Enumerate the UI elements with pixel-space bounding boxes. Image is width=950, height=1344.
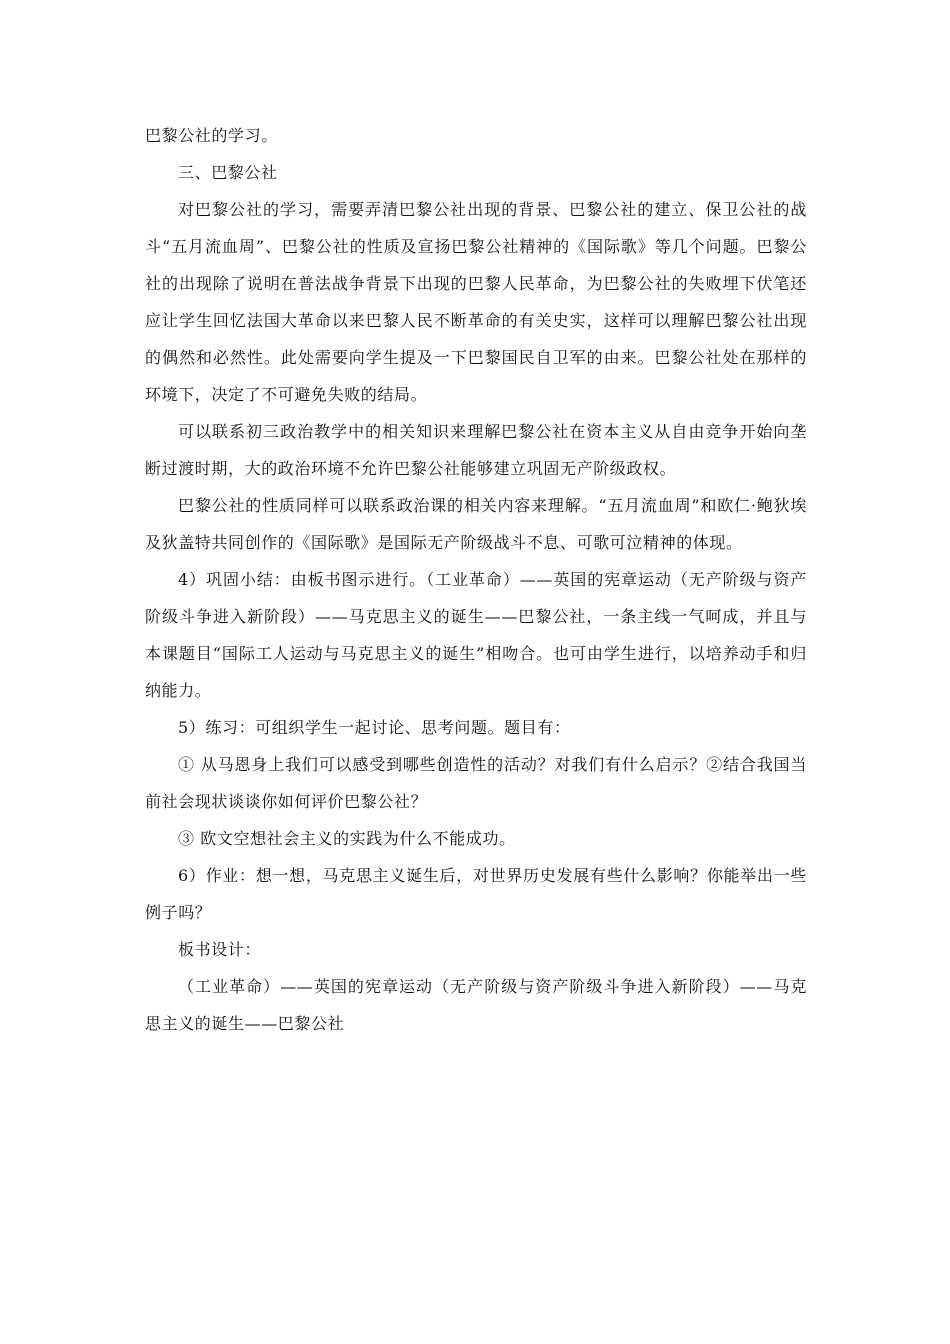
paragraph-exercise-intro: 5）练习：可组织学生一起讨论、思考问题。题目有： (178, 718, 571, 737)
paragraph-summary: 4）巩固小结：由板书图示进行。（工业革命）——英国的宪章运动（无产阶级与资产阶级斗争进入新阶段）——马克思主义的诞生——巴黎公社，一条主线一气呵成，并且与本课题目“国际工人运动与马克思主义的诞生”相吻合。也可由学生进行，以培养动手和归纳能力。 (145, 570, 807, 700)
section-heading-paris-commune: 三、巴黎公社 (178, 163, 278, 182)
paragraph-commune-nature: 巴黎公社的性质同样可以联系政治课的相关内容来理解。“五月流血周”和欧仁·鲍狄埃及狄盖特共同创作的《国际歌》是国际无产阶级战斗不息、可歌可泣精神的体现。 (145, 496, 807, 552)
paragraph-exercise-questions: ① 从马恩身上我们可以感受到哪些创造性的活动？对我们有什么启示？②结合我国当前社会现状谈谈你如何评价巴黎公社？ (145, 755, 807, 811)
paragraph-board-design-label: 板书设计： (178, 940, 262, 959)
paragraph-exercise-question-3: ③ 欧文空想社会主义的实践为什么不能成功。 (178, 829, 516, 848)
paragraph-political-context: 可以联系初三政治教学中的相关知识来理解巴黎公社在资本主义从自由竞争开始向垄断过渡时期，大的政治环境不允许巴黎公社能够建立巩固无产阶级政权。 (145, 422, 807, 478)
paragraph-board-design-content: （工业革命）——英国的宪章运动（无产阶级与资产阶级斗争进入新阶段）——马克思主义的诞生——巴黎公社 (145, 977, 807, 1033)
paragraph-commune-background: 对巴黎公社的学习，需要弄清巴黎公社出现的背景、巴黎公社的建立、保卫公社的战斗“五月流血周”、巴黎公社的性质及宣扬巴黎公社精神的《国际歌》等几个问题。巴黎公社的出现除了说明在普法战争背景下出现的巴黎人民革命，为巴黎公社的失败埋下伏笔还应让学生回忆法国大革命以来巴黎人民不断革命的有关史实，这样可以理解巴黎公社出现的偶然和必然性。此处需要向学生提及一下巴黎国民自卫军的由来。巴黎公社处在那样的环境下，决定了不可避免失败的结局。 (145, 200, 807, 404)
document-body (145, 117, 807, 1042)
paragraph-continuation: 巴黎公社的学习。 (145, 126, 278, 145)
paragraph-homework: 6）作业：想一想，马克思主义诞生后，对世界历史发展有些什么影响？你能举出一些例子吗？ (145, 866, 807, 922)
